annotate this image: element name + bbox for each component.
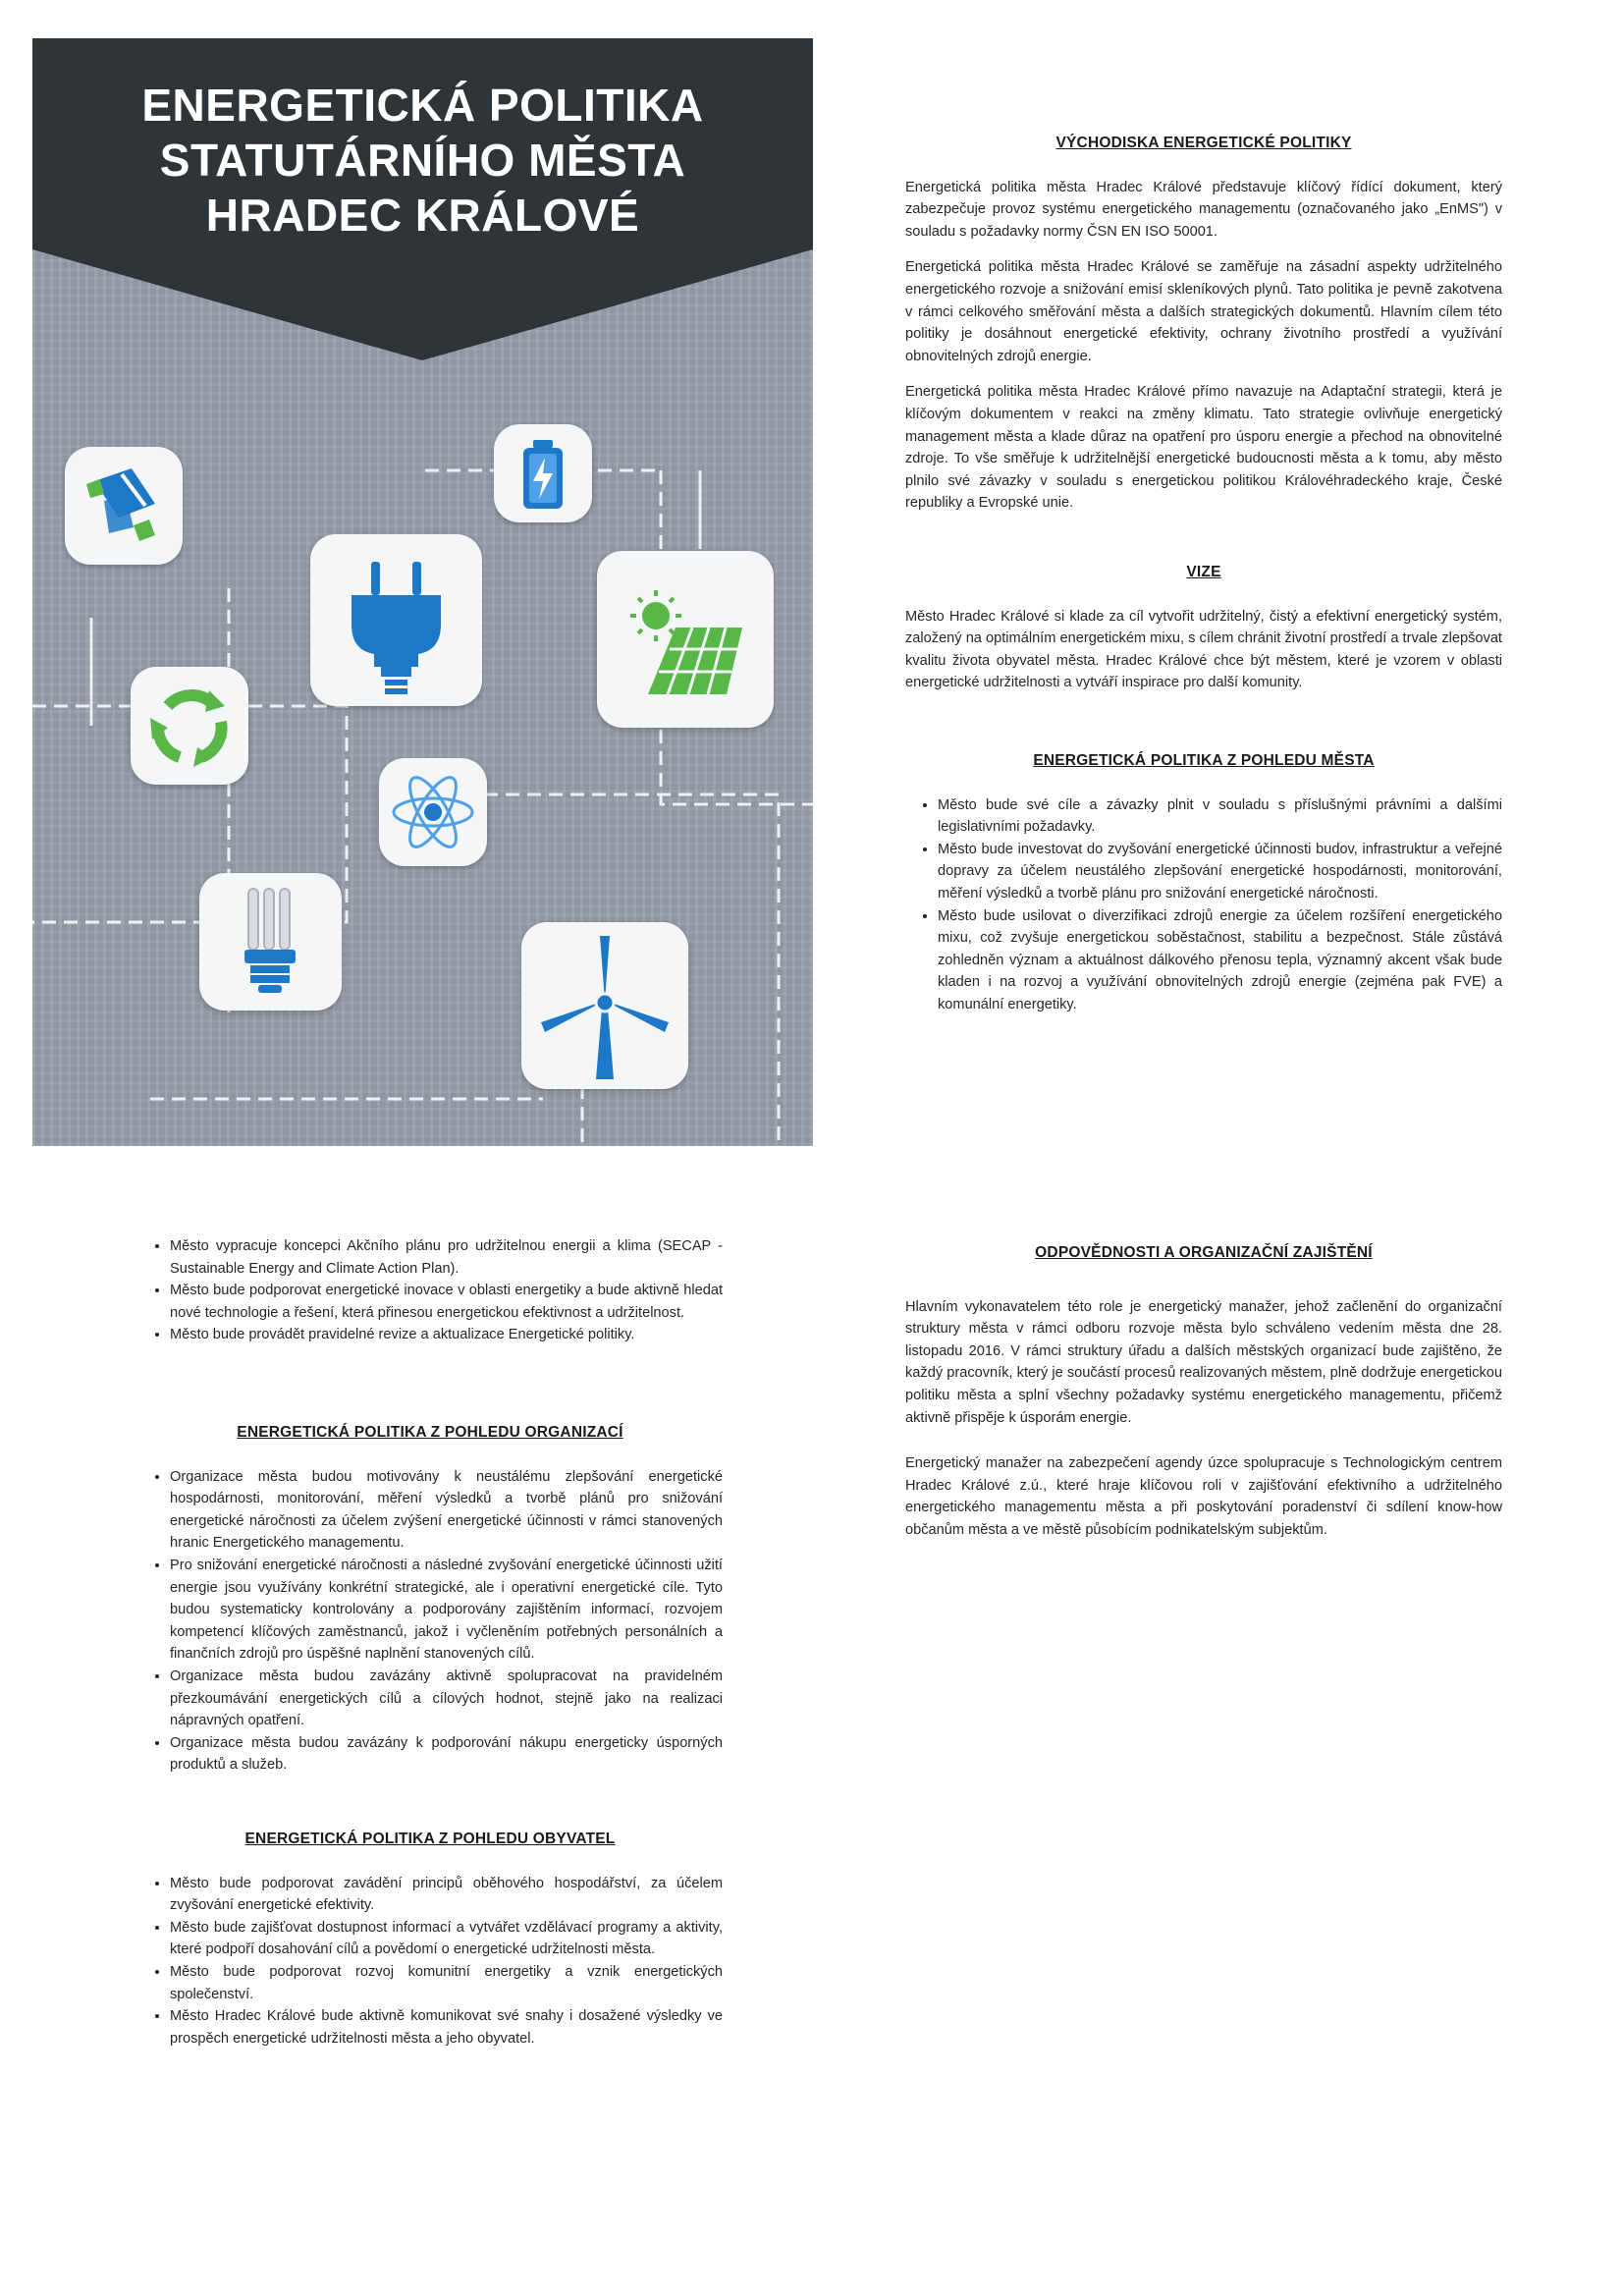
- paragraph: Energetická politika města Hradec Králové se zaměřuje na zásadní aspekty udržitelného energetického rozvoje a snižování emisí skleníkových plynů. Tato politika je pevně zakotvena v rámci celkového směřování města a dalších strategických dokumentů. Hlavním cílem této politiky je dosáhnout energetické efektivity, ochrany životního prostředí a využívání obnovitelných zdrojů energie.: [905, 259, 1502, 364]
- list-item: • Město vypracuje koncepci Akčního plánu pro udržitelnou energii a klima (SECAP - Sustainable Energy and Climate Action Plan).: [170, 1235, 723, 1280]
- bulb-icon: [199, 873, 342, 1011]
- battery-icon: [494, 424, 592, 522]
- section-mesto-continued: [137, 1235, 723, 1346]
- section-heading: ENERGETICKÁ POLITIKA Z POHLEDU OBYVATEL: [244, 1831, 616, 1847]
- section-vize: [905, 562, 1502, 708]
- recycle-icon: [131, 667, 248, 785]
- solar-panel-icon: [597, 551, 774, 728]
- section-vychodiska: [905, 133, 1502, 528]
- list-item: • Město bude provádět pravidelné revize a aktualizace Energetické politiky.: [170, 1324, 723, 1346]
- atom-icon: [379, 758, 487, 866]
- list-item: • Město bude podporovat zavádění principů oběhového hospodářství, za účelem zvyšování energetické efektivity.: [170, 1873, 723, 1917]
- list-item: • Organizace města budou motivovány k neustálému zlepšování energetické hospodárnosti, monitorování, měření výsledků a tvorbě plánů pro snižování energetické náročnosti za účelem zvýšení energetické účinnosti v rámci stanovených hranic Energetického managementu.: [170, 1466, 723, 1555]
- plug-icon: [310, 534, 482, 706]
- list-item: • Organizace města budou zavázány aktivně spolupracovat na pravidelném přezkoumávání energetických cílů a cílových hodnot, stejně jako na realizaci nápravných opatření.: [170, 1666, 723, 1732]
- section-mesto: [905, 750, 1502, 1016]
- section-organizace: [137, 1422, 723, 1777]
- solar-map-icon: [65, 447, 183, 565]
- section-heading: ODPOVĚDNOSTI A ORGANIZAČNÍ ZAJIŠTĚNÍ: [1035, 1244, 1373, 1261]
- list-item: • Město Hradec Králové bude aktivně komunikovat své snahy i dosažené výsledky ve prospěch energetické udržitelnosti města a jeho obyvatel.: [170, 2005, 723, 2050]
- section-heading: VÝCHODISKA ENERGETICKÉ POLITIKY: [1055, 135, 1352, 151]
- section-odpovednosti: [905, 1242, 1502, 1556]
- paragraph: Energetická politika města Hradec Králové přímo navazuje na Adaptační strategii, která je klíčovým dokumentem v reakci na změny klimatu. Tato strategie ovlivňuje energetický management města a klade důraz na opatření pro úsporu energie a přechod na obnovitelné zdroje. To vše směřuje k udržitelnější energetické budoucnosti města a k tomu, aby město plnilo své závazky v souladu s energetickou politikou Královéhradeckého kraje, České republiky a Evropské unie.: [905, 384, 1502, 512]
- paragraph: Energetická politika města Hradec Králové představuje klíčový řídící dokument, který zabezpečuje provoz systému energetického managementu (označovaného jako „EnMS") v souladu s požadavky normy ČSN EN ISO 50001.: [905, 179, 1502, 240]
- wind-turbine-icon: [521, 922, 688, 1089]
- section-heading: ENERGETICKÁ POLITIKA Z POHLEDU MĚSTA: [1033, 752, 1375, 769]
- section-obyvatele: [137, 1829, 723, 2050]
- paragraph: Hlavním vykonavatelem této role je energetický manažer, jehož začlenění do organizační struktury města v rámci odboru rozvoje města bylo schváleno vedením města dne 28. listopadu 2016. V rámci struktury úřadu a dalších městských organizací bude zajištěno, že každý pracovník, který je součástí procesů realizovaných městem, plně dodržuje energetickou politiku města a splní všechny požadavky systému energetického managementu, přičemž aktivně přispěje k úsporám energie.: [905, 1298, 1502, 1426]
- bullet-list: [137, 1466, 723, 1777]
- bullet-list: [905, 794, 1502, 1016]
- list-item: • Město bude usilovat o diverzifikaci zdrojů energie za účelem rozšíření energetického mixu, což zvyšuje energetickou soběstačnost, stabilitu a bezpečnost. Stále zůstává zohledněn význam a aktuálnost dálkového přenosu tepla, významný akcent však bude kladen i na rozvoj a využívání obnovitelných zdrojů energie (zejména pak FVE) a komunální energetiky.: [938, 905, 1502, 1016]
- list-item: • Město bude zajišťovat dostupnost informací a vytvářet vzdělávací programy a aktivity, které podpoří dosahování cílů a povědomí o energetické udržitelnosti města.: [170, 1917, 723, 1961]
- bullet-list: [137, 1873, 723, 2050]
- list-item: • Organizace města budou zavázány k podporování nákupu energeticky úsporných produktů a služeb.: [170, 1732, 723, 1777]
- section-heading: ENERGETICKÁ POLITIKA Z POHLEDU ORGANIZACÍ: [237, 1424, 623, 1441]
- list-item: • Město bude investovat do zvyšování energetické účinnosti budov, infrastruktur a veřejné dopravy za účelem neustálého zlepšování energetické hospodárnosti, monitorování, měření výsledků a tvorbě plánu pro snižování energetické náročnosti.: [938, 839, 1502, 905]
- paragraph: Město Hradec Králové si klade za cíl vytvořit udržitelný, čistý a efektivní energetický systém, založený na optimálním energetickém mixu, s cílem chránit životní prostředí a trvale zlepšovat kvalitu života obyvatel města. Hradec Králové chce být městem, které je vzorem v oblasti energetické udržitelnosti a vytváří inspirace pro další komunity.: [905, 608, 1502, 691]
- cover-poster: [32, 38, 813, 1146]
- poster-title: ENERGETICKÁ POLITIKA STATUTÁRNÍHO MĚSTA HRADEC KRÁLOVÉ: [141, 80, 704, 241]
- bullet-list: [137, 1235, 723, 1346]
- list-item: • Město bude podporovat energetické inovace v oblasti energetiky a bude aktivně hledat nové technologie a řešení, která přinesou energetickou efektivnost a udržitelnost.: [170, 1280, 723, 1324]
- list-item: • Pro snižování energetické náročnosti a následné zvyšování energetické účinnosti užití energie jsou využívány konkrétní strategické, ale i operativní energetické cíle. Tyto budou systematicky kontrolovány a podporovány zajištěním informací, rozvojem kompetencí klíčových zaměstnanců, jakož i vyčleněním potřebných personálních a finančních zdrojů pro úspěšné naplnění stanovených cílů.: [170, 1555, 723, 1666]
- paragraph: Energetický manažer na zabezpečení agendy úzce spolupracuje s Technologickým centrem Hradec Králové z.ú., které hraje klíčovou roli v zajišťování efektivního a udržitelného energetického managementu města a při poskytování poradenství či sdílení know-how občanům města a ve městě působícím podnikatelským subjektům.: [905, 1455, 1502, 1538]
- list-item: • Město bude podporovat rozvoj komunitní energetiky a vznik energetických společenství.: [170, 1961, 723, 2005]
- list-item: • Město bude své cíle a závazky plnit v souladu s příslušnými právními a dalšími legislativními požadavky.: [938, 794, 1502, 839]
- section-heading: VIZE: [1186, 564, 1221, 580]
